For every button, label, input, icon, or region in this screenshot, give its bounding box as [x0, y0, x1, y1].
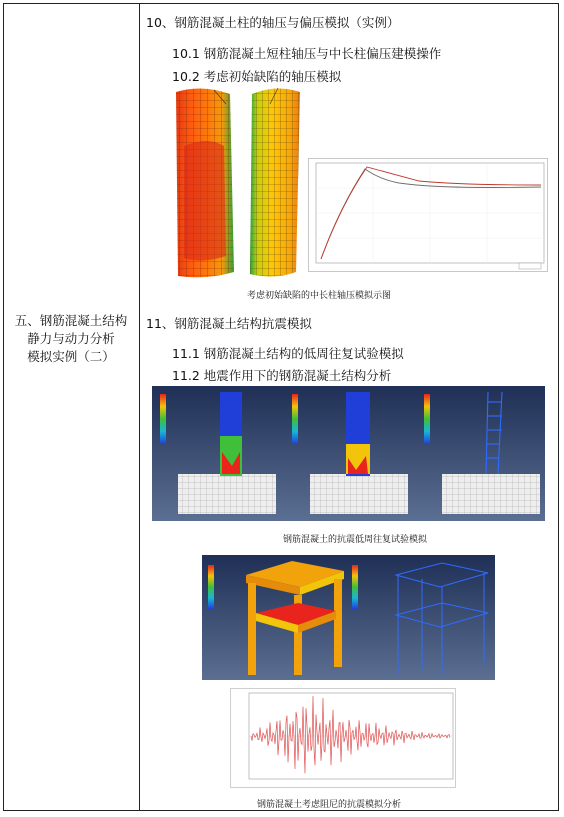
section10-item-2: 10.2 考虑初始缺陷的轴压模拟 [172, 69, 342, 84]
section11-item-1: 11.1 钢筋混凝土结构的低周往复试验模拟 [172, 346, 404, 361]
section10-figure-caption: 考虑初始缺陷的中长柱轴压模拟示图 [247, 291, 392, 301]
title-line-2: 静力与动力分析 [27, 331, 115, 346]
left-cell-title [6, 312, 136, 366]
section11-figure1-caption: 钢筋混凝土的抗震低周往复试验模拟 [283, 535, 428, 545]
column-divider [139, 3, 140, 811]
section10-heading: 10、钢筋混凝土柱的轴压与偏压模拟（实例） [146, 15, 400, 30]
title-line-3: 模拟实例（二） [27, 349, 115, 364]
frame-model-image [202, 555, 495, 680]
section10-item-1: 10.1 钢筋混凝土短柱轴压与中长柱偏压建模操作 [172, 46, 442, 61]
column-contour-image [172, 86, 306, 279]
section11-heading: 11、钢筋混凝土结构抗震模拟 [146, 316, 312, 331]
title-line-1: 五、钢筋混凝土结构 [14, 313, 128, 328]
seismic-response-chart [230, 688, 456, 788]
cyclic-test-image [152, 386, 545, 521]
section11-item-2: 11.2 地震作用下的钢筋混凝土结构分析 [172, 368, 392, 383]
section11-figure2-caption: 钢筋混凝土考虑阻尼的抗震模拟分析 [257, 800, 402, 810]
load-displacement-chart [308, 158, 548, 272]
